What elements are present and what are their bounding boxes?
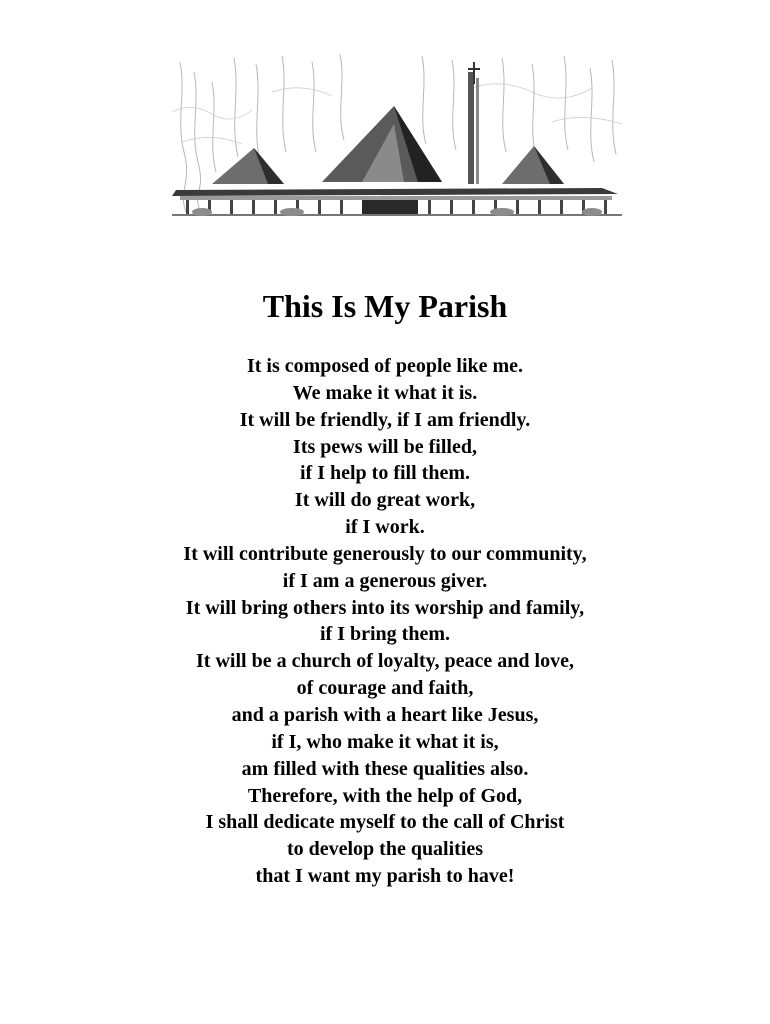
poem-line: I shall dedicate myself to the call of Christ — [205, 811, 565, 834]
poem-line: that I want my parish to have! — [255, 865, 515, 888]
poem-line: Therefore, with the help of God, — [247, 784, 523, 807]
poem-line: if I am a generous giver. — [282, 569, 488, 592]
poem-line: if I work. — [345, 516, 425, 539]
poem-line: if I, who make it what it is, — [271, 730, 499, 753]
poem-line: Its pews will be filled, — [293, 435, 477, 458]
poem-lines — [0, 353, 770, 890]
poem-line: to develop the qualities — [286, 838, 484, 861]
document-title: This Is My Parish — [262, 288, 508, 324]
poem-line: It will bring others into its worship and family, — [185, 596, 585, 619]
poem-line: if I help to fill them. — [300, 462, 470, 485]
poem-line: am filled with these qualities also. — [241, 757, 529, 780]
poem-line: It will do great work, — [294, 489, 476, 512]
poem-line: It will contribute generously to our community, — [183, 542, 587, 565]
poem-line: We make it what it is. — [292, 381, 478, 404]
church-building-illustration — [172, 52, 622, 222]
poem-line: It is composed of people like me. — [246, 355, 524, 377]
poem-line: It will be a church of loyalty, peace and love, — [196, 650, 574, 673]
poem-line: if I bring them. — [320, 623, 450, 646]
poem-line: of courage and faith, — [296, 677, 474, 700]
poem-line: and a parish with a heart like Jesus, — [231, 703, 539, 726]
poem-line: It will be friendly, if I am friendly. — [239, 408, 531, 431]
